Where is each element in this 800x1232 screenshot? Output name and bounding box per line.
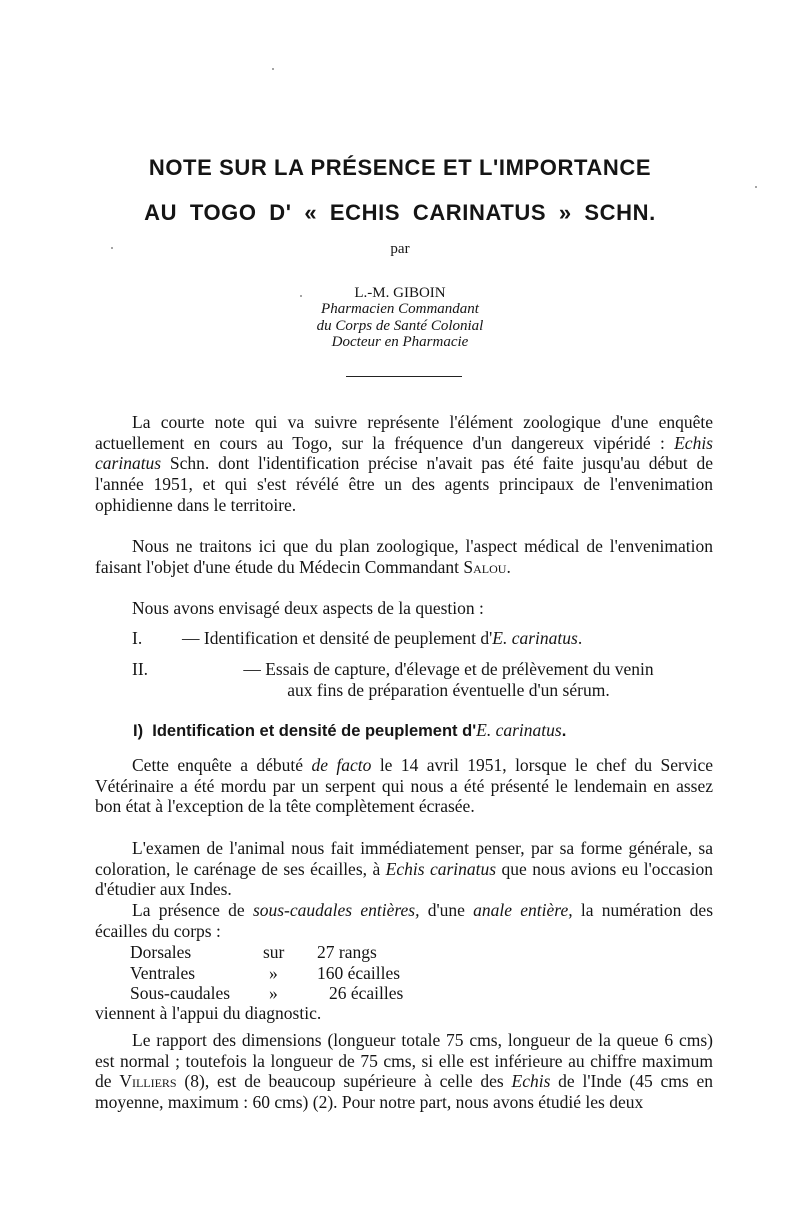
plan-item-2-line-1: — Essais de capture, d'élevage et de prélèvement du venin: [243, 659, 654, 679]
body-p2-text-b: que nous avions eu l'occasion d'étudier aux Indes.: [95, 858, 713, 900]
separator-rule: [346, 376, 462, 377]
scale-value: 160 écailles: [317, 962, 401, 983]
plan-item-1-species: E. carinatus: [492, 628, 578, 648]
scale-label: Ventrales: [130, 962, 196, 983]
intro-paragraph-2: [95, 536, 713, 577]
print-speck: [272, 68, 274, 70]
body-p4-text: viennent à l'appui du diagnostic.: [95, 1003, 322, 1023]
intro-paragraph-1: [95, 412, 713, 516]
plan-item-2-line-2: aux fins de préparation éventuelle d'un sérum.: [287, 679, 610, 700]
print-speck: [111, 247, 113, 249]
author-name: L.-M. GIBOIN: [354, 285, 446, 301]
intro-p1-text: La courte note qui va suivre représente l'élément zoologique d'une enquête actuellement en cours au Togo, sur la fréquence d'un dangereux vipéridé :: [95, 412, 713, 453]
scale-value: 26 écailles: [329, 983, 404, 1004]
table-row: [130, 963, 479, 984]
print-speck: [300, 295, 302, 297]
section-heading-1: [133, 720, 566, 741]
body-p3-text-b: d'une: [419, 900, 474, 920]
body-p5-text-b: (8), est de beaucoup supérieure à celle des: [176, 1071, 512, 1092]
body-p5-text-a: Le rapport des dimensions (longueur totale 75 cms, longueur de la queue 6 cms) est normal ; toutefois la longueur de 75 cms, si elle est inférieure au chiffre maximum de: [95, 1030, 713, 1092]
intro-p2-end: .: [506, 556, 511, 577]
author-affiliation-1: Pharmacien Commandant: [321, 301, 479, 317]
body-paragraph-1: [95, 755, 713, 817]
body-p3-italic-2: anale entière,: [473, 900, 573, 920]
section-heading-species: E. carinatus: [476, 720, 562, 740]
plan-item-2-label: II.: [132, 659, 149, 679]
body-paragraph-3: [95, 900, 713, 941]
intro-p2-text: Nous ne traitons ici que du plan zoologique, l'aspect médical de l'envenimation faisant l'objet d'une étude du Médecin Commandant: [95, 536, 713, 577]
body-p1-text-a: Cette enquête a débuté: [132, 755, 312, 775]
body-p2-text-a: L'examen de l'animal nous fait immédiatement penser, par sa forme générale, sa coloration, le carénage de ses écailles, à: [95, 838, 713, 879]
body-p5-author: Villiers: [119, 1071, 177, 1092]
body-p1-text-b: le 14 avril 1951, lorsque le chef du Service Vétérinaire a été mordu par un serpent qui nous a été présenté le lendemain en assez bon état à l'exception de la tête complètement écrasée.: [95, 755, 713, 817]
body-p3-text-a: La présence de: [132, 900, 253, 920]
body-p3-italic-1: sous-caudales entières,: [252, 900, 420, 920]
body-p1-italic: de facto: [311, 755, 372, 775]
intro-p3-text: Nous avons envisagé deux aspects de la question :: [132, 598, 484, 618]
plan-item-1-end: .: [577, 628, 583, 648]
section-heading-end: .: [561, 722, 567, 740]
plan-item-1-label: I.: [132, 628, 143, 648]
body-paragraph-2: [95, 838, 713, 900]
section-heading-text: Identification et densité de peuplement d': [152, 722, 477, 740]
scale-count-table: [130, 942, 479, 1004]
scale-label: Sous-caudales: [130, 983, 231, 1004]
scale-prep: »: [269, 962, 278, 983]
scale-value: 27 rangs: [317, 942, 377, 962]
author-affiliation-3: Docteur en Pharmacie: [331, 334, 469, 350]
intro-p2-author: Salou: [463, 556, 507, 577]
body-p5-genus: Echis: [511, 1071, 551, 1092]
body-paragraph-5: [95, 1030, 713, 1113]
table-row: [130, 983, 479, 1004]
title-line-1: NOTE SUR LA PRÉSENCE ET L'IMPORTANCE: [148, 155, 652, 180]
scale-prep: »: [269, 983, 278, 1004]
plan-item-1: [132, 628, 712, 649]
title-line-2: AU TOGO D' « ECHIS CARINATUS » SCHN.: [144, 200, 656, 225]
by-line: par: [390, 241, 410, 257]
body-p5-text-c: de l'Inde (45 cms en moyenne, maximum : 60 cms) (2). Pour notre part, nous avons étudié les deux: [95, 1071, 713, 1113]
scale-prep: sur: [263, 942, 285, 962]
intro-p1-species: Echis carinatus: [95, 432, 713, 474]
body-p2-species: Echis carinatus: [385, 858, 497, 879]
plan-item-1-text: — Identification et densité de peuplement d': [182, 628, 493, 648]
author-affiliation-2: du Corps de Santé Colonial: [316, 318, 484, 334]
section-number: I): [133, 722, 144, 740]
body-p3-text-c: la numération des écailles du corps :: [95, 900, 713, 941]
plan-item-2: [132, 659, 712, 700]
print-speck: [755, 186, 757, 188]
intro-p1-continuation: Schn. dont l'identification précise n'avait pas été faite jusqu'au début de l'année 1951, et qui s'est révélé être un des agents principaux de l'envenimation ophidienne dans le territoire.: [95, 453, 713, 515]
plan-item-2-text: [186, 659, 711, 700]
scale-label: Dorsales: [130, 942, 192, 962]
body-paragraph-4: [95, 1003, 713, 1024]
table-row: [130, 942, 479, 963]
intro-paragraph-3: [95, 598, 713, 619]
